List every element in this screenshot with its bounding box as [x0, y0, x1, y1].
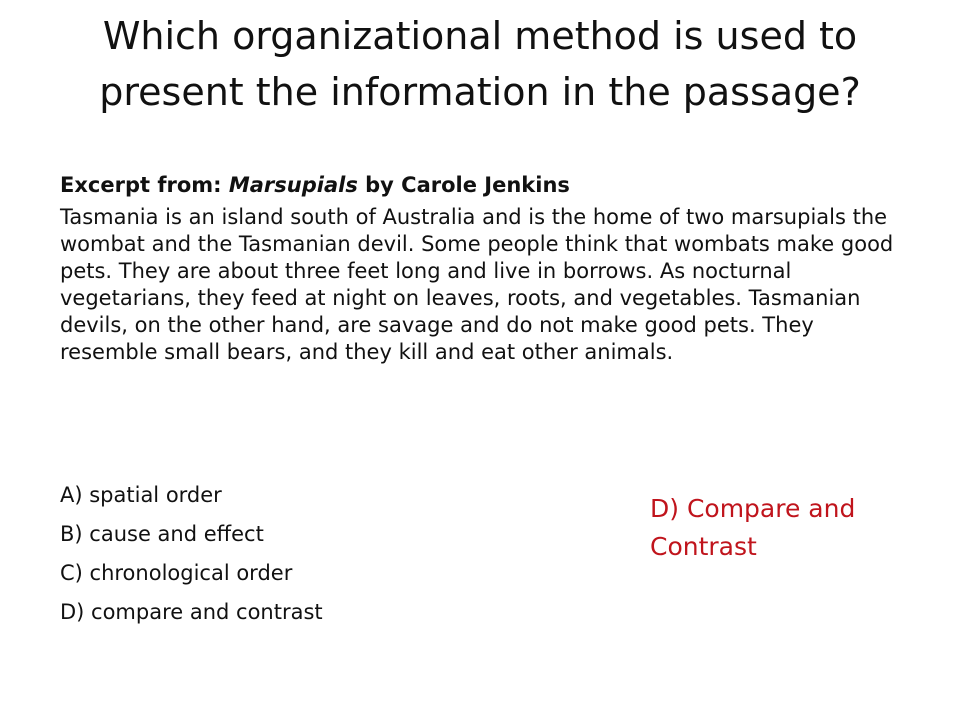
- passage-text: Tasmania is an island south of Australia and is the home of two marsupials the wombat and the Tasmanian devil. Some people think that wombats make good pets. They are about three feet long and live in borrows. As nocturnal vegetarians, they feed at night on leaves, roots, and vegetables. Tasmanian devils, on the other hand, are savage and do not make good pets. They resemble small bears, and they kill and eat other animals.: [60, 205, 894, 364]
- excerpt-prefix: Excerpt from:: [60, 173, 229, 197]
- excerpt-heading: [60, 170, 900, 200]
- answer-options-list: [60, 476, 540, 632]
- book-title: Marsupials: [228, 173, 358, 197]
- correct-answer: D) Compare and Contrast: [650, 494, 856, 561]
- excerpt-author: by Carole Jenkins: [357, 173, 570, 197]
- slide-title: Which organizational method is used to present the information in the passage?: [99, 14, 861, 114]
- option-a: A) spatial order: [60, 483, 222, 507]
- option-d: D) compare and contrast: [60, 600, 323, 624]
- option-b: B) cause and effect: [60, 522, 264, 546]
- passage-block: [60, 170, 900, 366]
- option-c: C) chronological order: [60, 561, 293, 585]
